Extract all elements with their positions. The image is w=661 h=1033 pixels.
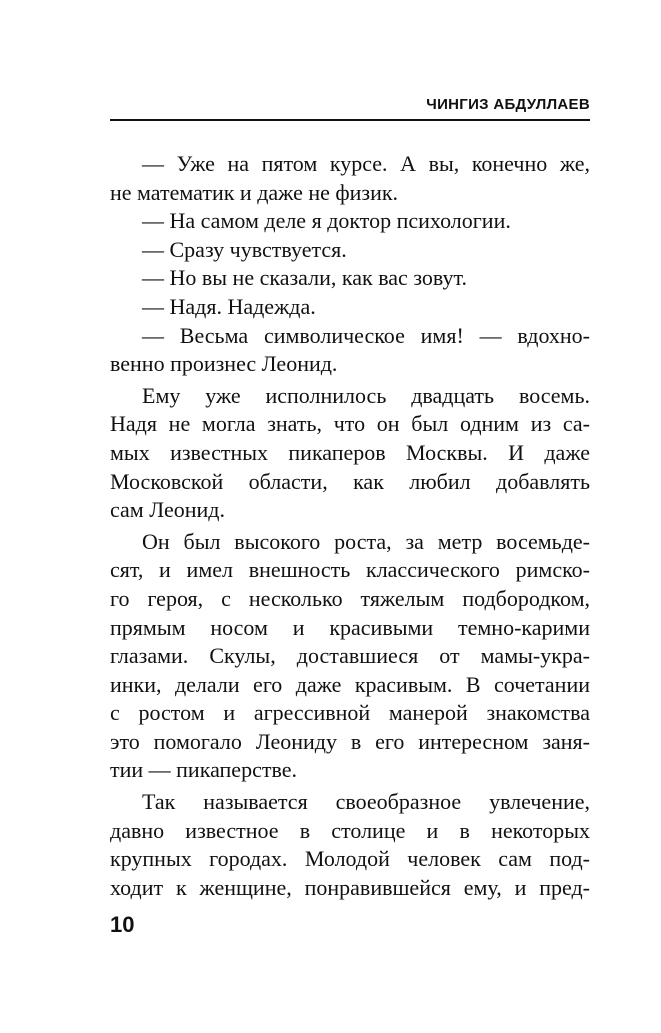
text-line: сят, и имел внешность классического римско- [110,557,590,583]
text-line: Ему уже исполнилось двадцать восемь. [142,382,590,408]
text-line: не математик и даже не физик. [110,179,399,205]
text-line: инки, делали его даже красивым. В сочетании [110,671,590,697]
text-line: — Весьма символическое имя! — вдохно- [142,322,590,348]
text-line: давно известное в столице и в некоторых [110,817,590,843]
text-line: тии — пикаперстве. [110,757,297,783]
text-line: — Но вы не сказали, как вас зовут. [142,265,467,291]
text-line: мых известных пикаперов Москвы. И даже [110,439,590,465]
body-text [110,150,590,902]
text-line: венно произнес Леонид. [110,351,338,377]
text-line: — Сразу чувствуется. [142,236,347,262]
text-line: крупных городах. Молодой человек сам под- [110,846,590,872]
running-head-author: ЧИНГИЗ АБДУЛЛАЕВ [426,96,590,113]
header-rule [110,119,590,121]
text-line: ходит к женщине, понравившейся ему, и пред- [110,874,590,900]
text-line: с ростом и агрессивной манерой знакомства [110,700,590,726]
text-line: сам Леонид. [110,497,225,523]
page-number: 10 [110,912,135,937]
text-line: го героя, с несколько тяжелым подбородком, [110,585,590,611]
text-line: — Уже на пятом курсе. А вы, конечно же, [142,151,590,176]
text-line: глазами. Скулы, доставшиеся от мамы-укра- [110,643,590,669]
text-line: Московской области, как любил добавлять [110,468,590,494]
text-line: — Надя. Надежда. [142,293,316,319]
text-line: Надя не могла знать, что он был одним из са- [110,411,590,437]
text-line: прямым носом и красивыми темно-карими [110,614,590,640]
text-line: это помогало Леониду в его интересном заня- [110,728,590,754]
text-line: — На самом деле я доктор психологии. [142,208,511,234]
text-line: Так называется своеобразное увлечение, [142,789,590,815]
text-line: Он был высокого роста, за метр восемьде- [142,528,590,554]
